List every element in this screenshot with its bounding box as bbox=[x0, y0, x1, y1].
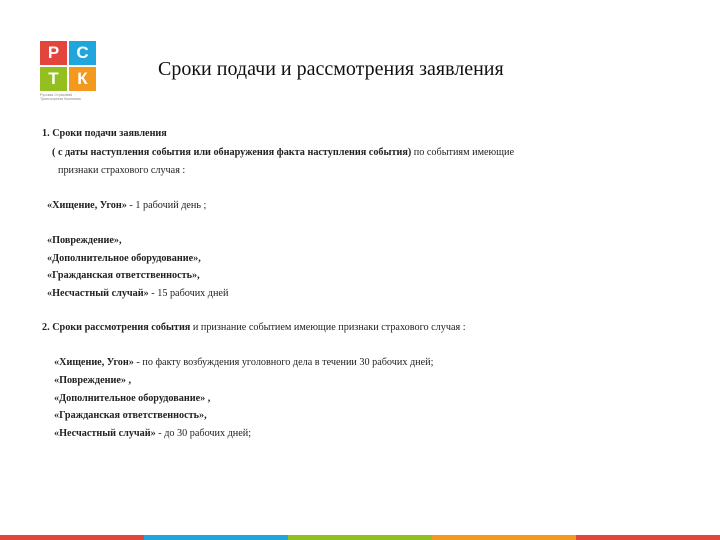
section-1-heading: 1. Сроки подачи заявления bbox=[42, 128, 167, 139]
section-2-heading-rest: и признание событием имеющие признаки страхового случая : bbox=[190, 322, 466, 333]
logo-tile-r: Р bbox=[40, 41, 67, 65]
logo-caption-line-1: Русская Страховая bbox=[40, 93, 73, 97]
bottom-bar-segment-green bbox=[288, 535, 432, 540]
bottom-bar-segment-red bbox=[0, 535, 144, 540]
section-1-note-line-2: признаки страхового случая : bbox=[58, 165, 186, 176]
section-1-item-damage: «Повреждение», bbox=[47, 235, 122, 246]
section-1-note bbox=[52, 146, 514, 160]
section-2-item-theft bbox=[54, 356, 433, 370]
logo-caption-line-2: Транспортная Компания bbox=[40, 97, 81, 101]
logo-caption bbox=[40, 93, 96, 101]
section-1-item-theft bbox=[47, 199, 206, 213]
logo-tile-s: С bbox=[69, 41, 96, 65]
section-2-item-damage: «Повреждение» , bbox=[54, 375, 132, 386]
section-1-item-liability: «Гражданская ответственность», bbox=[47, 270, 200, 281]
section-2-item-theft-label: «Хищение, Угон» bbox=[54, 357, 134, 368]
section-2-item-equipment: «Дополнительное оборудование» , bbox=[54, 393, 211, 404]
section-2-item-accident-label: «Несчастный случай» bbox=[54, 428, 156, 439]
section-1-item-accident-term: - 15 рабочих дней bbox=[148, 288, 229, 299]
section-1-item-equipment: «Дополнительное оборудование», bbox=[47, 253, 201, 264]
section-2-heading-bold: 2. Сроки рассмотрения события bbox=[42, 322, 191, 333]
company-logo bbox=[40, 41, 96, 101]
section-1-note-tail: по событиям имеющие bbox=[411, 147, 514, 158]
section-2-item-liability: «Гражданская ответственность», bbox=[54, 410, 207, 421]
bottom-bar-segment-red-2 bbox=[576, 535, 720, 540]
section-1-note-bold: ( с даты наступления события или обнаружения факта наступления события) bbox=[52, 147, 412, 158]
section-1-item-theft-term: - 1 рабочий день ; bbox=[126, 200, 207, 211]
bottom-bar-segment-blue bbox=[144, 535, 288, 540]
section-1-item-theft-label: «Хищение, Угон» bbox=[47, 200, 127, 211]
logo-tile-k: К bbox=[69, 67, 96, 91]
page-title: Сроки подачи и рассмотрения заявления bbox=[158, 58, 504, 80]
section-2-item-theft-term: - по факту возбуждения уголовного дела в течении 30 рабочих дней; bbox=[133, 357, 434, 368]
logo-letter-grid bbox=[40, 41, 96, 91]
section-1-item-accident bbox=[47, 287, 228, 301]
section-2-item-accident bbox=[54, 427, 251, 441]
section-2-item-accident-term: - до 30 рабочих дней; bbox=[155, 428, 252, 439]
section-1-item-accident-label: «Несчастный случай» bbox=[47, 288, 149, 299]
section-2-heading bbox=[42, 321, 466, 335]
logo-tile-t: Т bbox=[40, 67, 67, 91]
bottom-bar-segment-orange bbox=[432, 535, 576, 540]
bottom-color-bar bbox=[0, 535, 720, 540]
